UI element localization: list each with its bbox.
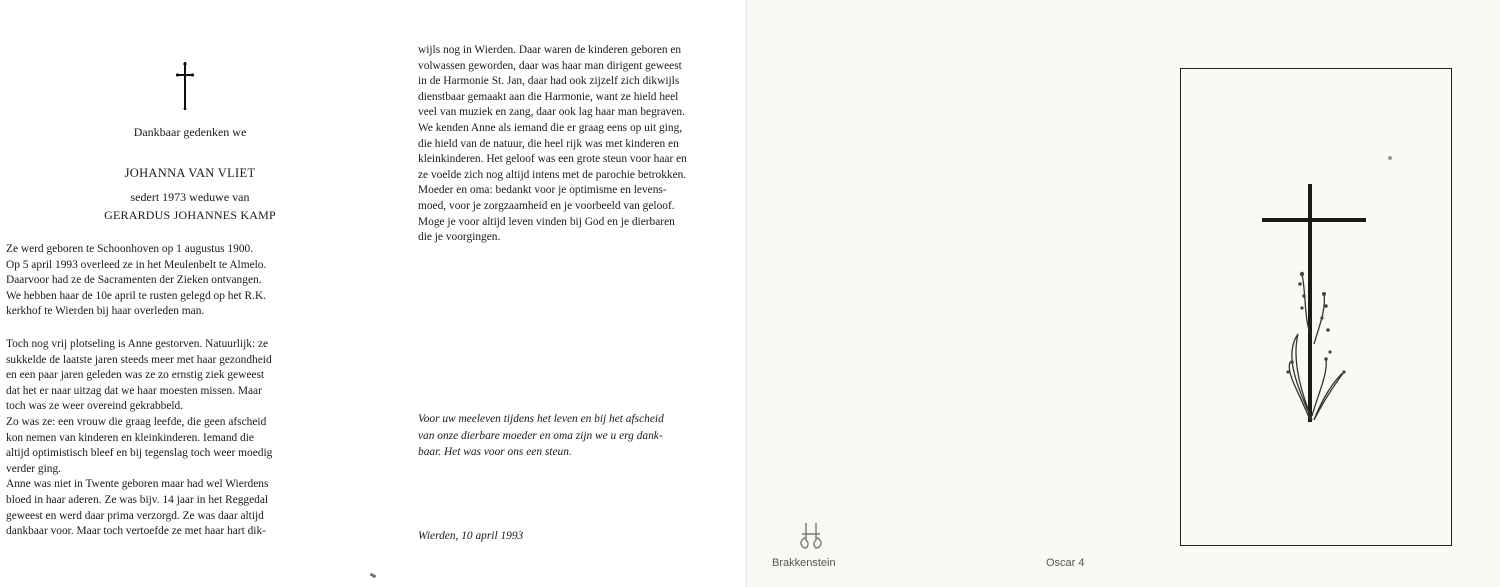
text-line: Voor uw meeleven tijdens het leven en bij het afscheid: [418, 413, 664, 425]
biography-paragraph-2: [6, 337, 351, 540]
text-line: die je voorgingen.: [418, 231, 501, 244]
publisher-name: Brakkenstein: [772, 557, 836, 569]
text-line: Anne was niet in Twente geboren maar had wel Wierdens: [6, 478, 269, 491]
text-line: Daarvoor had ze de Sacramenten der Zieken ontvangen.: [6, 274, 262, 287]
cross-flowers-icon: [1256, 184, 1376, 424]
text-line: kerkhof te Wierden bij haar overleden man.: [6, 305, 205, 318]
text-line: Ze werd geboren te Schoonhoven op 1 augustus 1900.: [6, 243, 254, 255]
text-line: wijls nog in Wierden. Daar waren de kinderen geboren en: [418, 44, 682, 56]
text-line: van onze dierbare moeder en oma zijn we u erg dank-: [418, 429, 663, 442]
text-line: kon nemen van kinderen en kleinkinderen. Iemand die: [6, 431, 254, 444]
text-line: volwassen geworden, daar was haar man dirigent geweest: [418, 59, 682, 72]
intro-text: Dankbaar gedenken we: [133, 125, 247, 139]
text-line: in de Harmonie St. Jan, daar had ook zijzelf zich dikwijls: [418, 75, 680, 88]
text-line: altijd optimistisch bleef en bij tegenslag toch weer moedig: [6, 447, 273, 460]
text-line: Moge je voor altijd leven vinden bij God en je dierbaren: [418, 215, 675, 228]
text-line: toch was ze weer overeind gekrabbeld.: [6, 400, 184, 413]
text-line: Toch nog vrij plotseling is Anne gestorven. Natuurlijk: ze: [6, 338, 269, 350]
deceased-name: JOHANNA VAN VLIET: [124, 166, 256, 180]
biography-paragraph-1: [6, 242, 351, 320]
text-line: geweest en werd daar prima verzorgd. Ze was daar altijd: [6, 509, 264, 522]
biography-paragraph-3: [418, 43, 728, 246]
paper-speck: [1388, 156, 1392, 160]
text-line: moed, voor je zorgzaamheid en je voorbeeld van geloof.: [418, 199, 675, 212]
text-line: bloed in haar aderen. Ze was bijv. 14 jaar in het Reggedal: [6, 493, 269, 506]
widow-line: sedert 1973 weduwe van: [130, 190, 250, 204]
text-line: Zo was ze: een vrouw die graag leefde, die geen afscheid: [6, 415, 267, 428]
husband-name: GERARDUS JOHANNES KAMP: [104, 208, 276, 222]
text-line: Moeder en oma: bedankt voor je optimisme en levens-: [418, 184, 667, 197]
text-line: We hebben haar de 10e april te rusten gelegd op het R.K.: [6, 289, 267, 302]
cross-icon: [176, 62, 194, 110]
text-line: kleinkinderen. Het geloof was een grote steun voor haar en: [418, 153, 687, 166]
text-line: veel van muziek en zang, daar ook lag haar man begraven.: [418, 106, 685, 119]
text-line: dankbaar voor. Maar toch vertoefde ze met haar hart dik-: [6, 525, 266, 538]
fold-line: [746, 0, 747, 587]
text-line: dat het er naar uitzag dat we haar moesten missen. Maar: [6, 384, 262, 397]
text-line: baar. Het was voor ons een steun.: [418, 446, 572, 458]
page-back-cover: [746, 0, 1120, 587]
place-date: Wierden, 10 april 1993: [418, 530, 524, 542]
thanks-note: [418, 411, 728, 461]
text-line: We kenden Anne als iemand die er graag eens op uit ging,: [418, 121, 683, 134]
text-line: die hield van de natuur, die heel rijk was met kinderen en: [418, 137, 679, 150]
text-line: en een paar jaren geleden was ze zo ernstig ziek geweest: [6, 369, 265, 382]
text-line: verder ging.: [6, 462, 62, 475]
text-line: sukkelde de laatste jaren steeds meer met haar gezondheid: [6, 353, 272, 366]
text-line: Op 5 april 1993 overleed ze in het Meulenbelt te Almelo.: [6, 258, 267, 271]
text-line: ze voelde zich nog altijd intens met de parochie betrokken.: [418, 168, 687, 181]
brakkenstein-logo: [796, 520, 826, 550]
card-model: Oscar 4: [1046, 557, 1085, 569]
text-line: dienstbaar gemaakt aan die Harmonie, want ze hield heel: [418, 90, 679, 103]
